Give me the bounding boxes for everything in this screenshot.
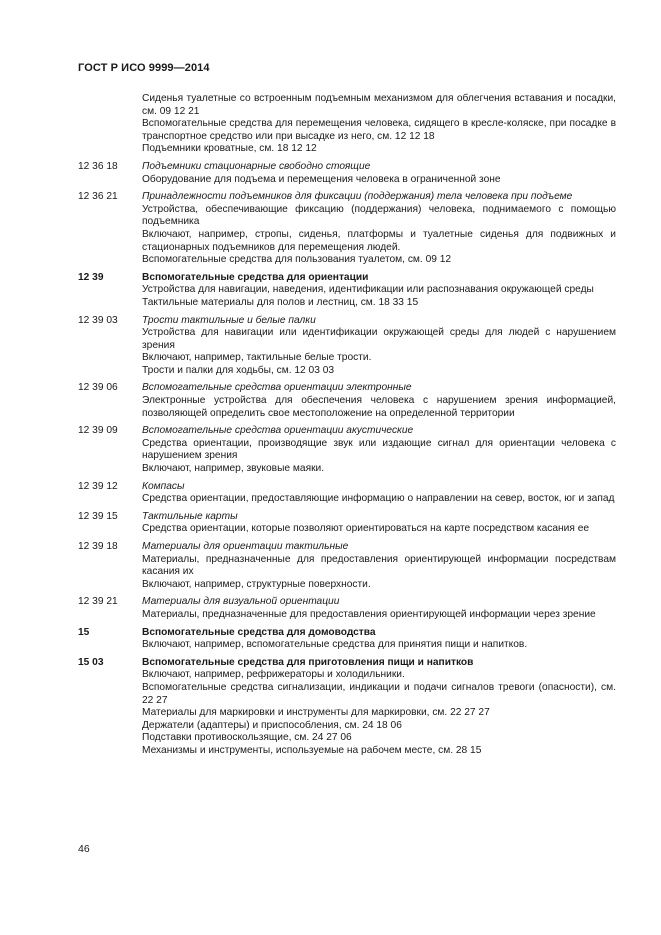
entry-code: 15 03 [78, 656, 104, 668]
entry-title: Материалы для визуальной ориентации [142, 596, 340, 608]
classification-entry [78, 315, 616, 378]
entry-description: Устройства, обеспечивающие фиксацию (поддержания) человека, поднимаемого с помощью подъемника [142, 203, 616, 228]
entry-description: Включают, например, рефрижераторы и холодильники. [142, 669, 405, 681]
entry-description: Средства ориентации, производящие звук или издающие сигнал для ориентации человека с нарушением зрения [142, 437, 616, 462]
classification-entry [78, 272, 616, 310]
classification-list [78, 93, 616, 763]
entry-body [142, 511, 616, 536]
entry-code: 12 36 21 [78, 191, 118, 203]
entry-description: Включают, например, звуковые маяки. [142, 463, 325, 475]
entry-description: Оборудование для подъема и перемещения человека в ограниченной зоне [142, 173, 501, 185]
entry-title: Материалы для ориентации тактильные [142, 541, 349, 552]
entry-description: Включают, например, тактильные белые трости. [142, 352, 372, 364]
entry-description: Материалы, предназначенные для предоставления ориентирующей информации посредствам касания их [142, 553, 616, 578]
entry-body [142, 541, 616, 591]
entry-title: Компасы [142, 480, 185, 492]
classification-entry [78, 511, 616, 536]
page-number: 46 [78, 843, 90, 855]
classification-entry [78, 425, 616, 475]
classification-entry [78, 627, 616, 652]
entry-description: Держатели (адаптеры) и приспособления, см. 24 18 06 [142, 719, 402, 731]
entry-body [142, 93, 616, 156]
classification-entry [78, 93, 616, 156]
entry-description: Вспомогательные средства для перемещения человека, сидящего в кресле-коляске, при посадке в транспортное средство или при высадке из него, см. 12 12 18 [142, 118, 616, 142]
entry-description: Вспомогательные средства для пользования туалетом, см. 09 12 [142, 254, 452, 266]
entry-body [142, 596, 616, 621]
classification-entry [78, 596, 616, 621]
entry-body [142, 425, 616, 475]
classification-entry [78, 657, 616, 758]
entry-title: Вспомогательные средства для ориентации [142, 271, 369, 283]
entry-code: 12 39 [78, 271, 104, 283]
entry-description: Механизмы и инструменты, используемые на рабочем месте, см. 28 15 [142, 744, 482, 756]
entry-description: Электронные устройства для обеспечения человека с нарушением зрения информацией, позволяющей определить свое местоположение на определенной территории [142, 395, 616, 419]
classification-entry [78, 382, 616, 420]
entry-body [142, 481, 616, 506]
entry-description: Тактильные материалы для полов и лестниц, см. 18 33 15 [142, 296, 419, 308]
entry-description: Вспомогательные средства сигнализации, индикации и подачи сигналов тревоги (опасности), см. 22 27 [142, 681, 616, 706]
classification-entry [78, 481, 616, 506]
entry-body [142, 161, 616, 186]
classification-entry [78, 191, 616, 267]
entry-code: 12 39 15 [78, 510, 118, 522]
entry-description: Средства ориентации, предоставляющие информацию о направлении на север, восток, юг и запад [142, 493, 615, 505]
entry-title: Принадлежности подъемников для фиксации (поддержания) тела человека при подъеме [142, 191, 573, 203]
entry-description: Сиденья туалетные со встроенным подъемным механизмом для облегчения вставания и посадки, см. 09 12 21 [142, 93, 616, 117]
entry-code: 15 [78, 626, 90, 638]
entry-code: 12 39 18 [78, 541, 118, 552]
entry-title: Трости тактильные и белые палки [142, 314, 316, 326]
entry-title: Подъемники стационарные свободно стоящие [142, 160, 371, 172]
entry-description: Включают, например, стропы, сиденья, платформы и туалетные сиденья для подвижных и стационарных подъемников для перемещения людей. [142, 228, 616, 253]
entry-title: Вспомогательные средства для домоводства [142, 626, 376, 638]
entry-body [142, 627, 616, 652]
entry-description: Материалы, предназначенные для предоставления ориентирующей информации через зрение [142, 608, 596, 620]
entry-body [142, 657, 616, 758]
entry-body [142, 315, 616, 378]
entry-description: Трости и палки для ходьбы, см. 12 03 03 [142, 364, 335, 376]
entry-body [142, 272, 616, 310]
entry-code: 12 39 21 [78, 596, 118, 608]
entry-title: Вспомогательные средства для приготовления пищи и напитков [142, 656, 474, 668]
entry-title: Тактильные карты [142, 510, 238, 522]
entry-code: 12 39 03 [78, 314, 118, 326]
classification-entry [78, 161, 616, 186]
classification-entry [78, 541, 616, 591]
entry-description: Подставки противоскользящие, см. 24 27 06 [142, 732, 352, 744]
entry-body [142, 382, 616, 420]
entry-description: Средства ориентации, которые позволяют ориентироваться на карте посредством касания ее [142, 523, 590, 535]
entry-description: Устройства для навигации или идентификации окружающей среды для людей с нарушением зрения [142, 327, 616, 351]
entry-code: 12 39 12 [78, 480, 118, 492]
entry-code: 12 36 18 [78, 160, 118, 172]
entry-description: Устройства для навигации, наведения, идентификации или распознавания окружающей среды [142, 284, 594, 296]
entry-title: Вспомогательные средства ориентации электронные [142, 382, 412, 394]
entry-description: Материалы для маркировки и инструменты для маркировки, см. 22 27 27 [142, 707, 490, 719]
entry-code: 12 39 06 [78, 382, 118, 394]
entry-body [142, 191, 616, 267]
entry-description: Включают, например, структурные поверхности. [142, 578, 371, 590]
document-header: ГОСТ Р ИСО 9999—2014 [78, 62, 210, 74]
entry-code: 12 39 09 [78, 425, 118, 437]
entry-description: Включают, например, вспомогательные средства для принятия пищи и напитков. [142, 639, 528, 651]
entry-description: Подъемники кроватные, см. 18 12 12 [142, 143, 317, 155]
entry-title: Вспомогательные средства ориентации акустические [142, 425, 414, 437]
